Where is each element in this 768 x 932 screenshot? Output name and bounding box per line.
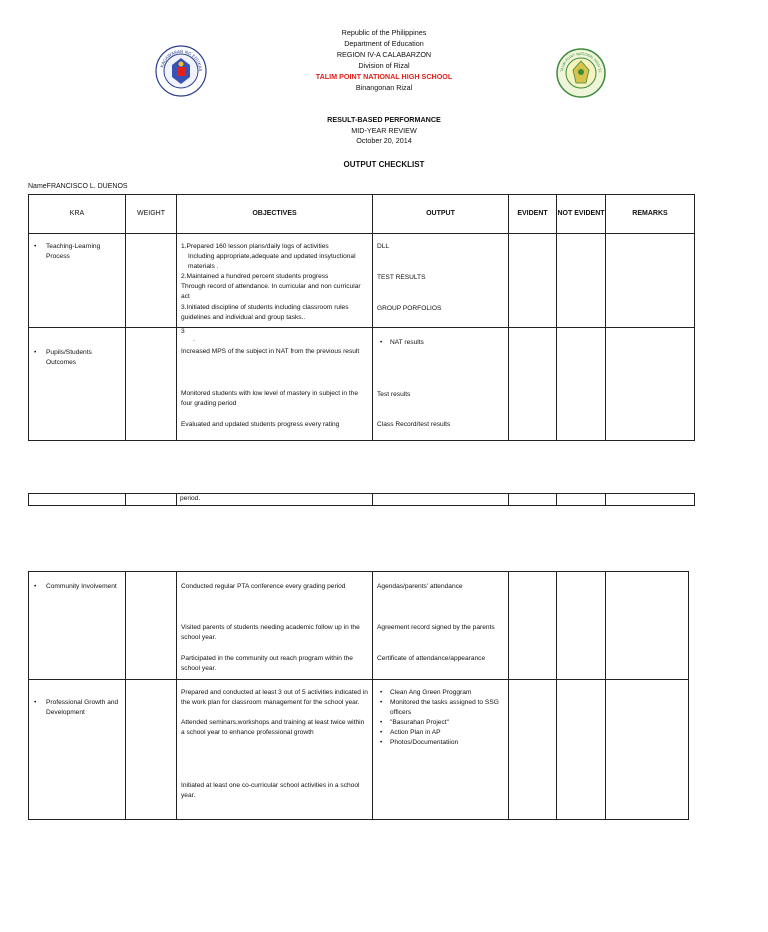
not-evident-cell	[557, 494, 606, 506]
kra-label: Community Involvement	[46, 583, 117, 590]
remarks-cell	[606, 494, 695, 506]
continuation-row-table	[28, 493, 695, 506]
kra-cell: • Community Involvement	[29, 572, 126, 680]
kra-cell	[29, 494, 126, 506]
review-label: MID-YEAR REVIEW	[351, 125, 417, 135]
header-line-department: Department of Education	[344, 39, 424, 48]
objectives-cell	[177, 234, 373, 328]
col-header-weight: WEIGHT	[126, 195, 177, 234]
col-header-objectives: OBJECTIVES	[177, 195, 373, 234]
kra-cell: • Pupils/Students Outcomes	[29, 328, 126, 441]
letterhead	[230, 27, 538, 93]
header-line-region: REGION IV-A CALABARZON	[336, 50, 432, 59]
remarks-cell	[606, 234, 695, 328]
table-row	[29, 328, 695, 441]
not-evident-cell	[557, 680, 606, 820]
school-town: Binangonan Rizal	[355, 83, 413, 92]
evident-cell	[509, 494, 557, 506]
weight-cell	[126, 328, 177, 441]
output-text: • NAT results	[377, 338, 505, 348]
remarks-cell	[606, 572, 689, 680]
kra-cell: • Professional Growth and Development	[29, 680, 126, 820]
output-cell	[373, 680, 509, 820]
weight-cell	[126, 572, 177, 680]
objective-text: Participated in the community out reach program within the school year.	[181, 655, 353, 672]
objective-text: Prepared and conducted at least 3 out of 5 activities indicated in the work plan for classroom management for the school year.	[181, 689, 368, 706]
table-row	[29, 494, 695, 506]
remarks-cell	[606, 328, 695, 441]
col-header-kra: KRA	[29, 195, 126, 234]
checklist-table	[28, 194, 695, 441]
svg-text:TALIM POINT NATIONAL HIGH SCHO: TALIM POINT NATIONAL HIGH SC	[560, 51, 603, 74]
kra-label: Teaching-Learning Process	[46, 243, 101, 260]
output-text: GROUP PORFOLIOS	[377, 305, 442, 312]
objective-text: Initiated at least one co-curricular school activities in a school year.	[181, 782, 360, 799]
output-text: Agreement record signed by the parents	[377, 624, 495, 631]
objective-text: 3	[181, 328, 185, 335]
objective-text: Visited parents of students needing academic follow up in the school year.	[181, 624, 360, 641]
school-name: TALIM POINT NATIONAL HIGH SCHOOL	[315, 72, 453, 81]
objective-text: Increased MPS of the subject in NAT from the previous result	[181, 348, 360, 355]
kra-cell: • Teaching-Learning Process	[29, 234, 126, 328]
objectives-cell	[177, 494, 373, 506]
objective-text: Monitored students with low level of mastery in subject in the four grading period	[181, 390, 359, 407]
objective-text: Including appropriate,adequate and updated insytuctional materials .	[188, 253, 356, 270]
checklist-title: OUTPUT CHECKLIST	[343, 160, 425, 169]
objective-text: 2.Maintained a hundred percent students progress	[181, 273, 329, 280]
objective-text: 3.Initiated discipline of students including classroom rules guidelines and individual and group tasks..	[181, 304, 349, 321]
kra-label: Professional Growth and Development	[46, 699, 119, 716]
output-text: Certificate of attendance/appearance	[377, 655, 486, 662]
output-text: • Clean Ang Green Proggram	[377, 688, 505, 698]
objective-text: period.	[180, 495, 201, 502]
output-cell	[373, 328, 509, 441]
remarks-cell	[606, 680, 689, 820]
output-text: • "Basurahan Project"	[377, 718, 505, 728]
objectives-cell	[177, 680, 373, 820]
kra-label: Pupils/Students Outcomes	[46, 349, 92, 366]
objective-text: .	[193, 336, 195, 343]
evident-cell	[509, 328, 557, 441]
col-header-output: OUTPUT	[373, 195, 509, 234]
objective-text: Evaluated and updated students progress every rating	[181, 421, 340, 428]
objective-text: Attended seminars,workshops and training at least twice within a school year to enhance professional growth	[181, 719, 365, 736]
deped-seal-logo	[155, 45, 207, 97]
table-header-row	[29, 195, 695, 234]
objective-text: Through record of attendance. In curricular and non curricular act	[181, 283, 361, 300]
evident-cell	[509, 234, 557, 328]
table-row	[29, 234, 695, 328]
not-evident-cell	[557, 234, 606, 328]
header-line-division: Division of Rizal	[358, 61, 410, 70]
col-header-remarks: REMARKS	[606, 195, 695, 234]
document-title: RESULT-BASED PERFORMANCE	[327, 115, 441, 124]
objective-text: 1.Prepared 160 lesson plans/daily logs of activities	[181, 243, 329, 250]
document-title-block	[230, 115, 538, 147]
checklist-table-page2	[28, 571, 689, 820]
objectives-cell	[177, 572, 373, 680]
output-text: Test results	[377, 391, 411, 398]
svg-text:KAGAWARAN NG EDUKASYON: KAGAWARAN NG EDUKAS	[159, 48, 204, 72]
table-row	[29, 680, 689, 820]
output-text: Class Record/test results	[377, 421, 451, 428]
weight-cell	[126, 680, 177, 820]
output-text: TEST RESULTS	[377, 274, 426, 281]
not-evident-cell	[557, 572, 606, 680]
not-evident-cell	[557, 328, 606, 441]
evident-cell	[509, 680, 557, 820]
output-cell	[373, 494, 509, 506]
col-header-not-evident: NOT EVIDENT	[557, 195, 606, 234]
evident-cell	[509, 572, 557, 680]
output-cell	[373, 572, 509, 680]
objective-text: Conducted regular PTA conference every grading period	[181, 583, 346, 590]
output-text: • Photos/Documentatiion	[377, 738, 505, 748]
col-header-evident: EVIDENT	[509, 195, 557, 234]
output-text: • Action Plan in AP	[377, 728, 505, 738]
weight-cell	[126, 494, 177, 506]
header-line-republic: Republic of the Philippines	[341, 28, 427, 37]
output-cell	[373, 234, 509, 328]
objectives-cell	[177, 328, 373, 441]
school-seal-logo	[556, 48, 606, 98]
weight-cell	[126, 234, 177, 328]
output-text: DLL	[377, 243, 390, 250]
output-text: • Monitored the tasks assigned to SSG officers	[377, 698, 505, 718]
output-text: Agendas/parents' attendance	[377, 583, 463, 590]
table-row	[29, 572, 689, 680]
name-line: NameFRANCISCO L. DUENOS	[28, 183, 128, 190]
review-date: October 20, 2014	[356, 136, 412, 145]
